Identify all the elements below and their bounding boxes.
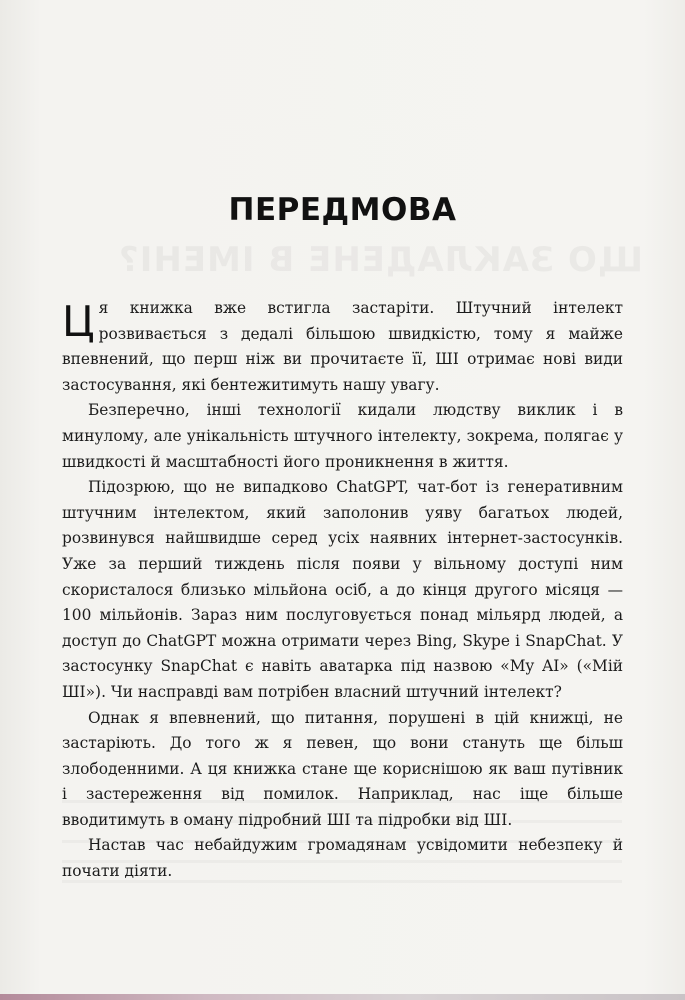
bleed-through-title: [118, 240, 643, 280]
paragraph-3: Підозрюю, що не випадково ChatGPT, чат-бот із генеративним штучним інтелектом, який заполонив уяву багатьох людей, розвинувся найшвидше серед усіх наявних інтернет-застосунків. Уже за перший тиждень після появи у вільному доступі ним скористалося близько мільйона осіб, а до кінця другого місяця — 100 мільйонів. Зараз ним послуговується понад мільярд людей, а доступ до ChatGPT можна отримати через Bing, Skype і SnapChat. У застосунку SnapChat є навіть аватарка під назвою «My AI» («Мій ШІ»). Чи насправді вам потрібен власний штучний інтелект?: [62, 478, 623, 701]
paragraph-5: Настав час небайдужим громадянам усвідомити небезпеку й почати діяти.: [62, 836, 623, 881]
paragraph-1-text: я книжка вже встигла застаріти. Штучний інтелект розвивається з дедалі більшою швидкістю, тому я майже впевнений, що перш ніж ви прочитаєте її, ШІ отримає нові види застосування, які бентежитимуть нашу увагу.: [62, 299, 623, 394]
paragraph-1: [62, 296, 623, 398]
bleed-through-text: [62, 800, 622, 900]
drop-cap: Ц: [62, 297, 95, 346]
page-bottom-edge: [0, 994, 685, 1000]
paragraph-2: Безперечно, інші технології кидали людству виклик і в минулому, але унікальність штучного інтелекту, зокрема, полягає у швидкості й масштабності його проникнення в життя.: [62, 401, 623, 471]
chapter-title: ПЕРЕДМОВА: [228, 191, 457, 228]
paragraph-4: Однак я впевнений, що питання, порушені в цій книжці, не застаріють. До того ж я певен, що вони стануть ще більш злободенними. А ця книжка стане ще кориснішою як ваш путівник і застереження від помилок. Наприклад, нас іще більше вводитимуть в оману підробний ШІ та підробки від ШІ.: [62, 708, 623, 829]
body-text: [62, 296, 623, 885]
